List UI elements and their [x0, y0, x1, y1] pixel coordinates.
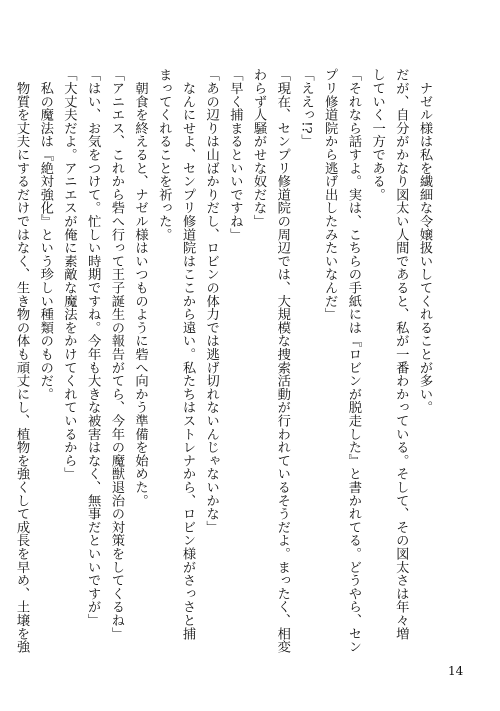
text-line: していく一方である。 [369, 68, 385, 201]
text-line: ナゼル様は私を繊細な令嬢扱いしてくれることが多い。 [417, 68, 432, 414]
text-line: なんにせよ、センプリ修道院はここから遠い。私たちはストレナから、ロビン様がさっさと捕 [179, 68, 195, 640]
text-line: 「はい、お気をつけて。忙しい時期ですね。今年も大きな被害はなく、無事だといいですが」 [85, 68, 101, 627]
text-line: 「大丈夫だよ。アニエスが俺に素敵な魔法をかけてくれているから」 [61, 68, 77, 481]
text-line: まってくれることを祈った。 [156, 68, 172, 241]
text-line: 「ええっ!?」 [298, 68, 314, 147]
text-line: 「アニエス、これから砦へ行って王子誕生の報告がてら、今年の魔獣退治の対策をしてくるね」 [108, 68, 124, 640]
text-line: プリ修道院から逃げ出したみたいなんだ」 [322, 68, 338, 321]
body-text [14, 68, 436, 654]
text-line: 物質を丈夫にするだけではなく、生き物の体も頑丈にし、植物を強くして成長を早め、土壌を強 [14, 68, 30, 654]
text-line: わらず人騒がせな奴だな」 [251, 68, 267, 228]
page-number: 14 [448, 664, 464, 678]
text-line: 「現在、センプリ修道院の周辺では、大規模な捜索活動が行われているそうだよ。まったく、相変 [274, 68, 290, 654]
text-line: 「早く捕まるといいですね」 [227, 68, 243, 241]
text-line: 私の魔法は『絶対強化』という珍しい種類のものだ。 [37, 68, 53, 401]
text-line: 「あの辺りは山ばかりだし、ロビンの体力では逃げ切れないんじゃないかな」 [203, 68, 219, 534]
text-line: 「それなら話すよ。実は、こちらの手紙には『ロビンが脱走した』と書かれてる。どうやら、セン [345, 68, 361, 654]
text-line: だが、自分がかなり図太い人間であると、私が一番わかっている。そして、その図太さは年々増 [393, 68, 409, 640]
text-line: 朝食を終えると、ナゼル様はいつものように砦へ向かう準備を始めた。 [132, 68, 148, 507]
